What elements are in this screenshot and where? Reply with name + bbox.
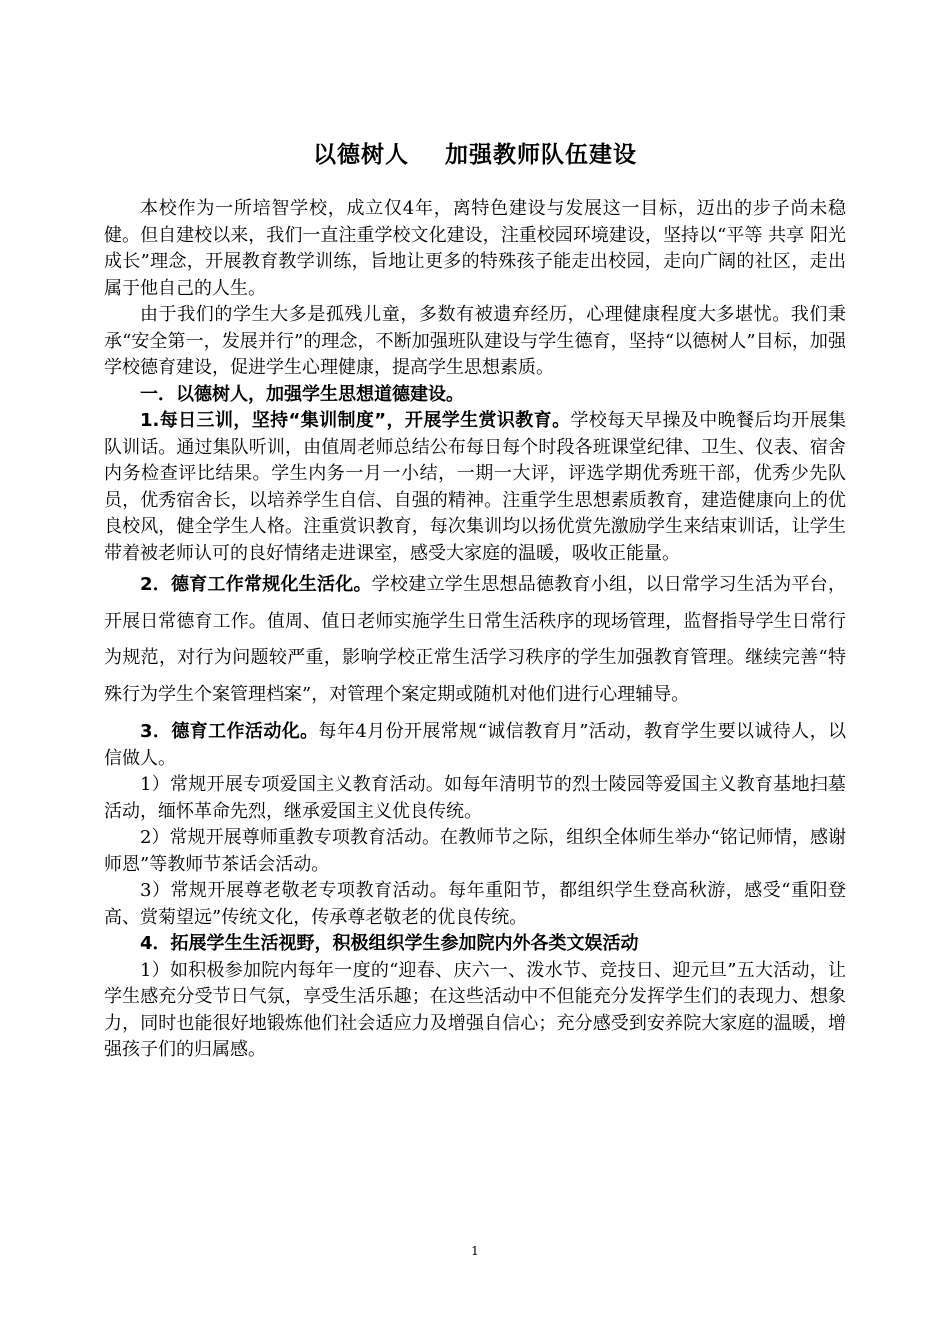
section-heading-1: 一．以德树人，加强学生思想道德建设。 xyxy=(140,383,464,405)
paragraph-intro: 本校作为一所培智学校，成立仅4年，离特色建设与发展这一目标，迈出的步子尚未稳健。但自建校以来，我们一直注重学校文化建设，注重校园环境建设，坚持以“平等 共享 阳光 成长”理念，开展教育教学训练，旨地让更多的特殊孩子能走出校园，走向广阔的社区，走出属于他自己的人生。 xyxy=(104,198,846,299)
paragraph-item-1 xyxy=(104,408,846,567)
item-1-lead: 1.每日三训，坚持“集训制度”，开展学生赏识教育。 xyxy=(140,410,571,431)
page-number: 1 xyxy=(471,1244,479,1258)
document-body xyxy=(104,196,846,1064)
item-3-lead: 3．德育工作活动化。 xyxy=(140,721,319,742)
paragraph-item-4-sub-1: 1）如积极参加院内每年一度的“迎春、庆六一、泼水节、竞技日、迎元旦”五大活动，让学生感充分受节日气氛，享受生活乐趣；在这些活动中不但能充分发挥学生们的表现力、想象力，同时也能很好地锻炼他们社会适应力及增强自信心；充分感受到安养院大家庭的温暖，增强孩子们的归属感。 xyxy=(104,959,846,1060)
paragraph-item-3 xyxy=(104,719,846,772)
paragraph-background: 由于我们的学生大多是孤残儿童，多数有被遗弃经历，心理健康程度大多堪忧。我们秉承“安全第一，发展并行”的理念，不断加强班队建设与学生德育，坚持“以德树人”目标，加强学校德育建设，促进学生心理健康，提高学生思想素质。 xyxy=(104,304,846,378)
paragraph-item-3-sub-1: 1）常规开展专项爱国主义教育活动。如每年清明节的烈士陵园等爱国主义教育基地扫墓活动，缅怀革命先烈，继承爱国主义优良传统。 xyxy=(104,774,846,822)
item-1-text: 学校每天早操及中晚餐后均开展集队训话。通过集队听训，由值周老师总结公布每日每个时段各班课堂纪律、卫生、仪表、宿舍内务检查评比结果。学生内务一月一小结，一期一大评，评选学期优秀班干部，优秀少先队员，优秀宿舍长，以培养学生自信、自强的精神。注重学生思想素质教育，建造健康向上的优良校风，健全学生人格。注重赏识教育，每次集训均以扬优赏先激励学生来结束训话，让学生带着被老师认可的良好情绪走进课室，感受大家庭的温暖，吸收正能量。 xyxy=(104,410,846,564)
document-title: 以德树人 加强教师队伍建设 xyxy=(312,142,638,168)
item-3-text: 每年4月份开展常规“诚信教育月”活动，教育学生要以诚待人，以信做人。 xyxy=(104,721,846,769)
paragraph-item-2 xyxy=(104,567,846,713)
paragraph-item-3-sub-3: 3）常规开展尊老敬老专项教育活动。每年重阳节，都组织学生登高秋游，感受“重阳登高、赏菊望远”传统文化，传承尊老敬老的优良传统。 xyxy=(104,880,846,928)
section-heading-4: 4．拓展学生生活视野，积极组织学生参加院内外各类文娱活动 xyxy=(140,933,639,954)
item-2-lead: 2．德育工作常规化生活化。 xyxy=(140,574,372,595)
item-2-text: 学校建立学生思想品德教育小组，以日常学习生活为平台，开展日常德育工作。值周、值日老师实施学生日常生活秩序的现场管理，监督指导学生日常行为规范，对行为问题较严重，影响学校正常生活学习秩序的学生加强教育管理。继续完善“特殊行为学生个案管理档案”，对管理个案定期或随机对他们进行心理辅导。 xyxy=(104,574,846,705)
paragraph-item-3-sub-2: 2）常规开展尊师重教专项教育活动。在教师节之际，组织全体师生举办“铭记师情，感谢师恩”等教师节茶话会活动。 xyxy=(104,827,846,875)
